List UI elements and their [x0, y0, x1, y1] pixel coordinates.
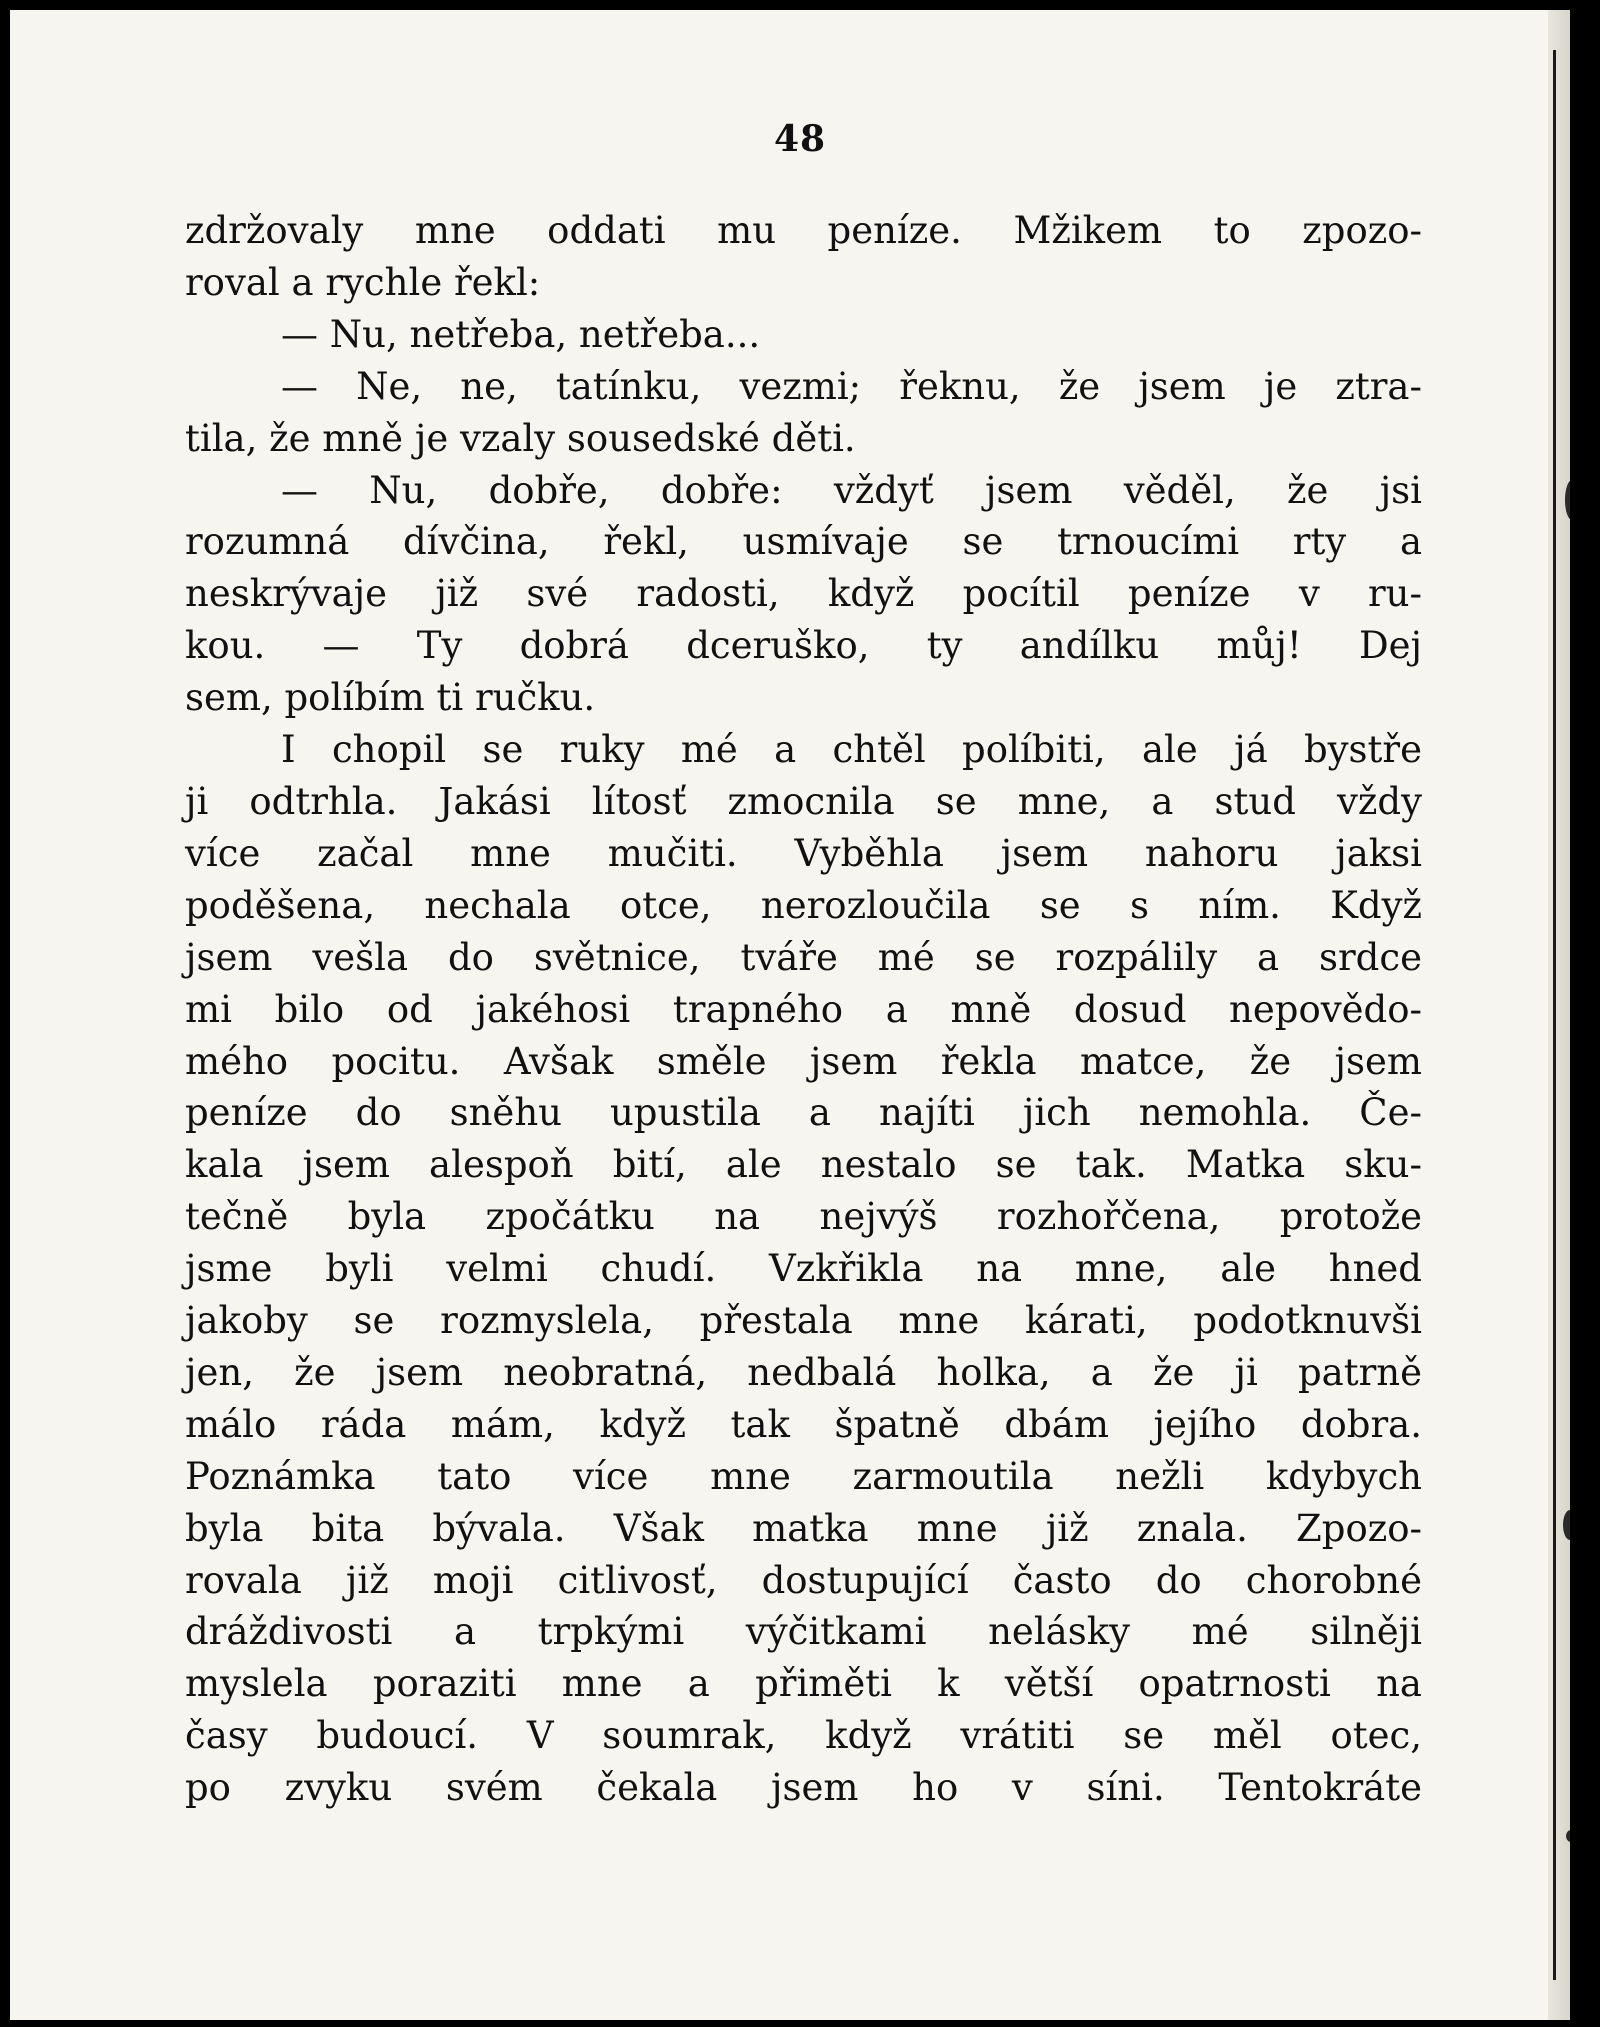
text-line: jakoby se rozmyslela, přestala mne kárati, podotknuvši	[185, 1299, 1422, 1343]
text-line: málo ráda mám, když tak špatně dbám jejího dobra.	[185, 1402, 1422, 1446]
text-line: jen, že jsem neobratná, nedbalá holka, a že ji patrně	[185, 1350, 1422, 1394]
text-line: více začal mne mučiti. Vyběhla jsem nahoru jaksi	[185, 831, 1422, 875]
binding-edge-line	[1553, 50, 1556, 1980]
text-line: tečně byla zpočátku na nejvýš rozhořčena, protože	[185, 1195, 1422, 1239]
text-line: ji odtrhla. Jakási lítosť zmocnila se mne, a stud vždy	[185, 779, 1422, 823]
page-edge	[1548, 10, 1570, 2020]
text-line: zdržovaly mne oddati mu peníze. Mžikem to zpozo-	[185, 209, 1422, 252]
body-text	[185, 205, 1422, 1814]
text-line: Poznámka tato více mne zarmoutila nežli kdybych	[185, 1454, 1422, 1498]
text-line: sem, políbím ti ručku.	[185, 676, 596, 720]
ink-speck	[1566, 1830, 1570, 1842]
text-line: poděšena, nechala otce, nerozloučila se s ním. Když	[185, 883, 1422, 927]
text-line: neskrývaje již své radosti, když pocítil peníze v ru-	[185, 572, 1422, 616]
text-line: rovala již moji citlivosť, dostupující často do chorobné	[185, 1558, 1422, 1602]
text-line: byla bita bývala. Však matka mne již znala. Zpozo-	[185, 1506, 1422, 1550]
text-line: časy budoucí. V soumrak, když vrátiti se měl otec,	[185, 1714, 1422, 1758]
text-line: tila, že mně je vzaly sousedské děti.	[185, 416, 856, 460]
text-line: — Ne, ne, tatínku, vezmi; řeknu, že jsem je ztra-	[281, 364, 1422, 408]
text-line: dráždivosti a trpkými výčitkami nelásky mé silněji	[185, 1610, 1422, 1654]
page-number: 48	[773, 118, 827, 160]
text-line: — Nu, netřeba, netřeba...	[281, 312, 761, 356]
text-line: mého pocitu. Avšak směle jsem řekla matce, že jsem	[185, 1039, 1422, 1083]
ink-speck	[1563, 1510, 1570, 1540]
text-line: roval a rychle řekl:	[185, 260, 541, 304]
text-line: po zvyku svém čekala jsem ho v síni. Tentokráte	[185, 1766, 1422, 1810]
text-line: I chopil se ruky mé a chtěl políbiti, ale já bystře	[281, 728, 1422, 772]
text-line: — Nu, dobře, dobře: vždyť jsem věděl, že jsi	[281, 468, 1422, 512]
text-line: peníze do sněhu upustila a najíti jich nemohla. Če-	[185, 1091, 1422, 1135]
text-line: jsem vešla do světnice, tváře mé se rozpálily a srdce	[185, 935, 1422, 979]
text-line: mi bilo od jakéhosi trapného a mně dosud nepovědo-	[185, 987, 1422, 1031]
text-line: myslela poraziti mne a přiměti k větší opatrnosti na	[185, 1662, 1422, 1706]
text-line: kala jsem alespoň bití, ale nestalo se tak. Matka sku-	[185, 1143, 1422, 1187]
text-line: kou. — Ty dobrá dceruško, ty andílku můj! Dej	[185, 624, 1422, 668]
text-line: rozumná dívčina, řekl, usmívaje se trnoucími rty a	[185, 520, 1422, 564]
text-line: jsme byli velmi chudí. Vzkřikla na mne, ale hned	[185, 1247, 1422, 1291]
